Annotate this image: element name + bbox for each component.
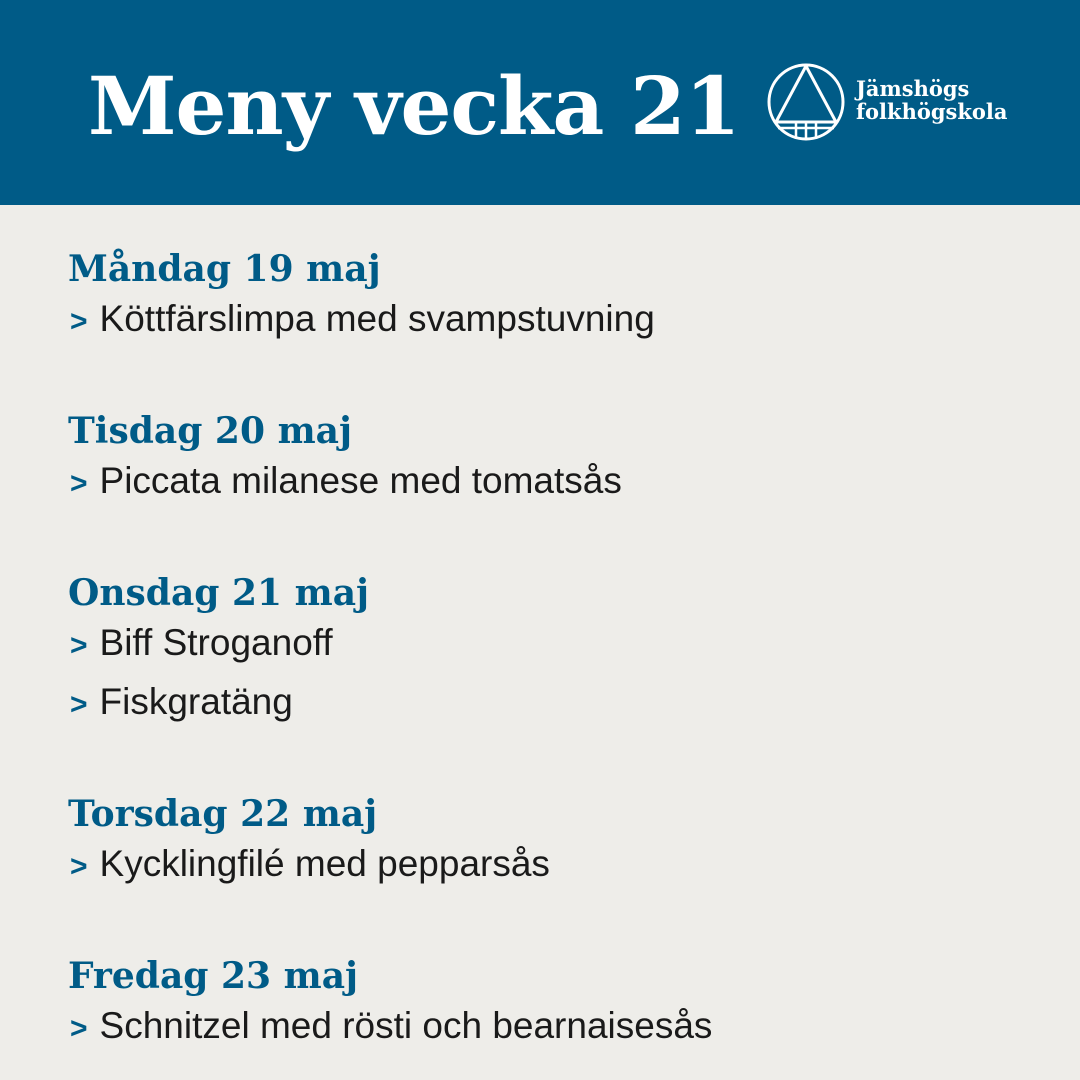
dish-marker-icon: > xyxy=(70,305,88,338)
dish-item xyxy=(68,1000,1028,1059)
day-heading: Fredag 23 maj xyxy=(68,955,359,997)
dish-name: Fiskgratäng xyxy=(99,681,293,722)
logo-line-1: Jämshögs xyxy=(856,76,970,101)
dish-name: Biff Stroganoff xyxy=(99,622,333,663)
day-section-tuesday xyxy=(68,407,1028,514)
logo-line-2: folkhögskola xyxy=(856,99,1008,124)
triangle-in-circle-logo-icon xyxy=(766,62,846,142)
dish-marker-icon: > xyxy=(70,467,88,500)
dish-name: Kycklingfilé med pepparsås xyxy=(99,843,550,884)
dish-marker-icon: > xyxy=(70,850,88,883)
dish-item xyxy=(68,293,1028,352)
dish-item xyxy=(68,617,1028,676)
day-section-wednesday xyxy=(68,569,1028,735)
dish-marker-icon: > xyxy=(70,629,88,662)
dish-marker-icon: > xyxy=(70,1012,88,1045)
dish-item xyxy=(68,455,1028,514)
dish-name: Köttfärslimpa med svampstuvning xyxy=(99,298,655,339)
dish-item xyxy=(68,838,1028,897)
day-section-friday xyxy=(68,952,1028,1059)
day-heading: Torsdag 22 maj xyxy=(68,793,378,835)
header-banner xyxy=(0,0,1080,205)
dish-name: Schnitzel med rösti och bearnaisesås xyxy=(99,1005,713,1046)
day-section-thursday xyxy=(68,790,1028,897)
dish-marker-icon: > xyxy=(70,688,88,721)
day-heading: Onsdag 21 maj xyxy=(68,572,370,614)
logo-wordmark xyxy=(856,77,1008,123)
day-section-monday xyxy=(68,245,1028,352)
dish-name: Piccata milanese med tomatsås xyxy=(99,460,622,501)
page-title: Meny vecka 21 xyxy=(88,59,740,153)
dish-item xyxy=(68,676,1028,735)
day-heading: Måndag 19 maj xyxy=(68,248,381,290)
day-heading: Tisdag 20 maj xyxy=(68,410,353,452)
